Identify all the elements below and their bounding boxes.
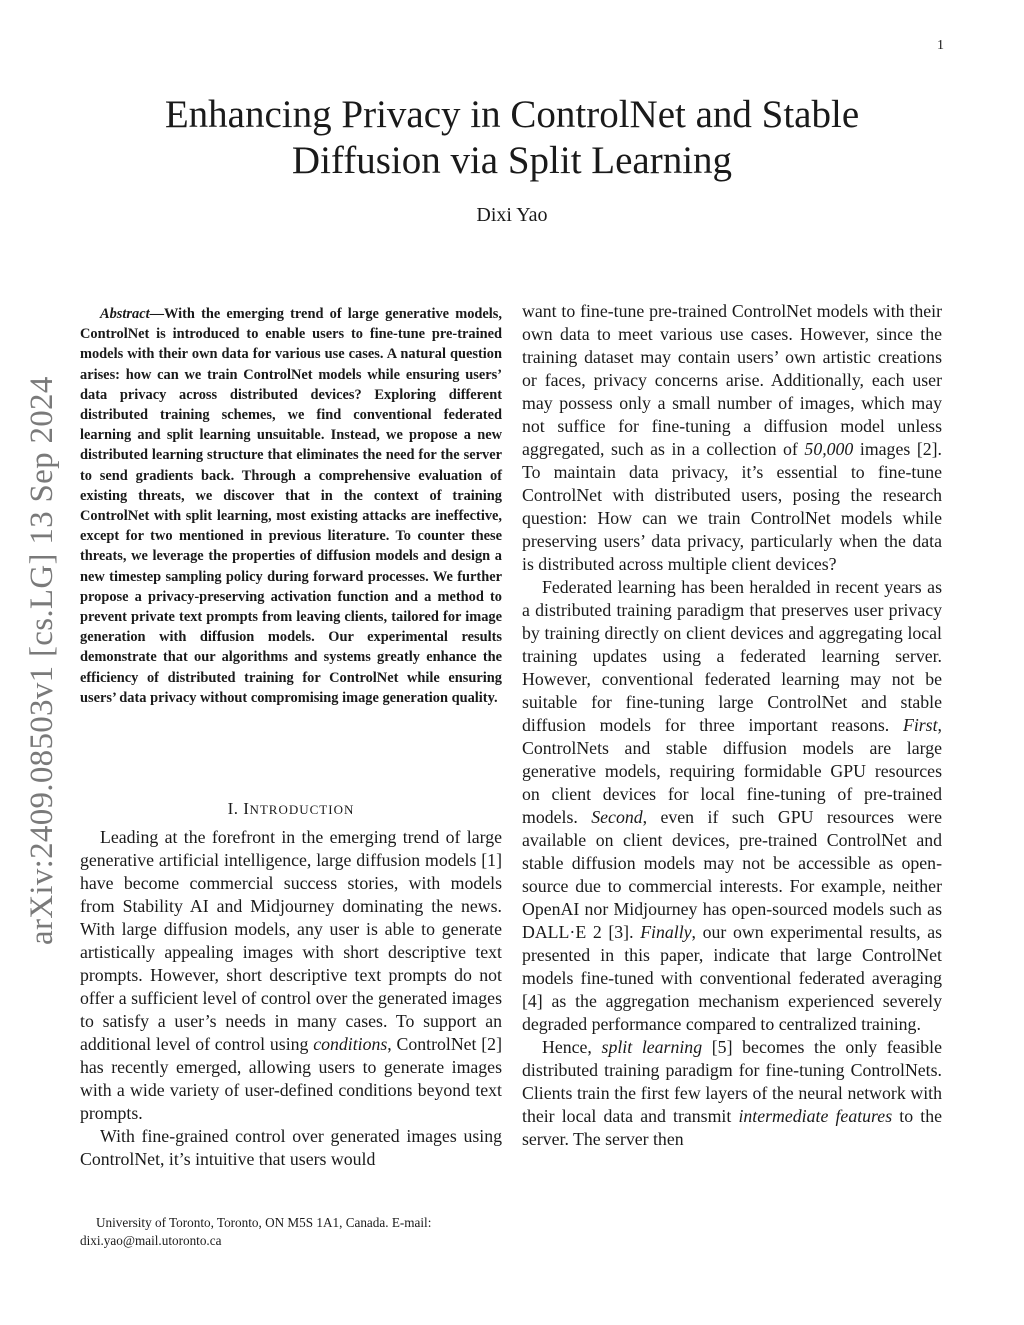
right-p2-text-c: , even if such GPU resources were available on client devices, pre-trained ControlNet and stable diffusion models may not be accessible as open-source due to commercial interests. For example, neither OpenAI nor Midjourney has open-sourced models such as DALL·E 2 [3].	[522, 807, 942, 942]
page-number: 1	[937, 38, 944, 53]
right-p2-text-d: , our own experimental results, as presented in this paper, indicate that large ControlNet models fine-tuned with conventional federated averaging [4] as the aggregation mechanism experienced severely degraded performance compared to centralized training.	[522, 922, 943, 1034]
right-p2-text-a: Federated learning has been heralded in recent years as a distributed training paradigm that preserves user privacy by training directly on client devices and aggregating local training updates using a federated learning server. However, conventional federated learning may not be suitable for fine-tuning large ControlNet and stable diffusion models for three important reasons.	[522, 577, 942, 735]
author-name: Dixi Yao	[476, 204, 548, 226]
intro-paragraph-1	[80, 826, 502, 1125]
right-p3-emphasis-split-learning: split learning	[601, 1037, 703, 1057]
intro-p1-text-b: , ControlNet [2] has recently emerged, allowing users to generate images with a wide variety of user-defined conditions beyond text prompts.	[80, 1034, 502, 1123]
title-line-2: Diffusion via Split Learning	[291, 139, 733, 182]
right-p3-emphasis-intermediate: intermediate features	[738, 1106, 893, 1126]
section-title-initial: I	[243, 799, 250, 818]
right-p3-text-b: [5] becomes the only feasible distributed training paradigm for fine-tuning ControlNets. Clients train the first few layers of the neural network with their local data and transmit	[522, 1037, 942, 1126]
right-column	[522, 300, 942, 1151]
introduction-left-column	[80, 826, 502, 1171]
intro-p1-text-a: Leading at the forefront in the emerging trend of large generative artificial intelligence, large diffusion models [1] have become commercial success stories, with models from Stability AI and Midjourney dominating the news. With large diffusion models, any user is able to generate artistically appealing images with short descriptive text prompts. However, short descriptive text prompts do not offer a sufficient level of control over the generated images to satisfy a user’s needs in many cases. To support an additional level of control using	[80, 827, 502, 1054]
abstract-text: —With the emerging trend of large generative models, ControlNet is introduced to enable users to fine-tune pre-trained models with their own data for various use cases. A natural question arises: how can we train ControlNet models while ensuring users’ data privacy across distributed devices? Exploring different distributed training schemes, we find conventional federated learning and split learning unsuitable. Instead, we propose a new distributed learning structure that eliminates the need for the server to send gradients back. Through a comprehensive evaluation of existing threats, we discover that in the context of training ControlNet with split learning, most existing attacks are ineffective, except for two mentioned in previous literature. To counter these threats, we leverage the properties of diffusion models and design a new timestep sampling policy during forward processes. We further propose a privacy-preserving activation function and a method to prevent private text prompts from leaving clients, tailored for image generation with diffusion models. Our experimental results demonstrate that our algorithms and systems greatly enhance the efficiency of distributed training for ControlNet while ensuring users’ data privacy without compromising image generation quality.	[80, 306, 502, 706]
right-p2-emphasis-first: First	[902, 715, 938, 735]
author-affiliation-footnote	[80, 1214, 502, 1250]
right-paragraph-2	[522, 576, 942, 1036]
right-p3-text-c: to the server. The server then	[522, 1106, 942, 1149]
intro-p1-emphasis: conditions	[313, 1034, 388, 1054]
right-p3-text-a: Hence,	[542, 1037, 602, 1057]
right-p2-emphasis-finally: Finally	[640, 922, 692, 942]
title-line-1: Enhancing Privacy in ControlNet and Stable	[164, 93, 860, 136]
footnote-line-1: University of Toronto, Toronto, ON M5S 1A1, Canada. E-mail:	[96, 1215, 432, 1230]
right-paragraph-3	[522, 1036, 942, 1151]
section-title-rest: NTRODUCTION	[249, 802, 355, 817]
right-paragraph-1	[522, 300, 942, 576]
paper-title	[100, 92, 924, 184]
section-heading-introduction	[80, 799, 502, 819]
section-number: I.	[227, 799, 244, 818]
right-p2-text-b: , ControlNets and stable diffusion models are large generative models, requiring formidable GPU resources on client devices for local fine-tuning of pre-trained models.	[522, 715, 942, 827]
right-p1-emphasis: 50,000	[804, 439, 854, 459]
intro-paragraph-2: With fine-grained control over generated images using ControlNet, it’s intuitive that users would	[80, 1126, 502, 1169]
right-p1-text-a: want to fine-tune pre-trained ControlNet models with their own data to meet various use cases. However, since the training dataset may contain users’ own artistic creations or faces, privacy concerns arise. Additionally, each user may possess only a small number of images, which may not suffice for fine-tuning a diffusion model unless aggregated, such as in a collection of	[522, 301, 942, 459]
abstract-paragraph	[80, 304, 502, 708]
abstract-label: Abstract	[100, 306, 150, 322]
footnote-email: dixi.yao@mail.utoronto.ca	[80, 1233, 222, 1248]
abstract	[80, 304, 502, 708]
arxiv-identifier-stamp: arXiv:2409.08503v1 [cs.LG] 13 Sep 2024	[24, 376, 60, 945]
right-p1-text-b: images [2]. To maintain data privacy, it’s essential to fine-tune ControlNet with distributed users, posing the research question: How can we train ControlNet models while preserving users’ data privacy, particularly when the data is distributed across multiple client devices?	[522, 439, 942, 574]
right-p2-emphasis-second: Second	[591, 807, 643, 827]
